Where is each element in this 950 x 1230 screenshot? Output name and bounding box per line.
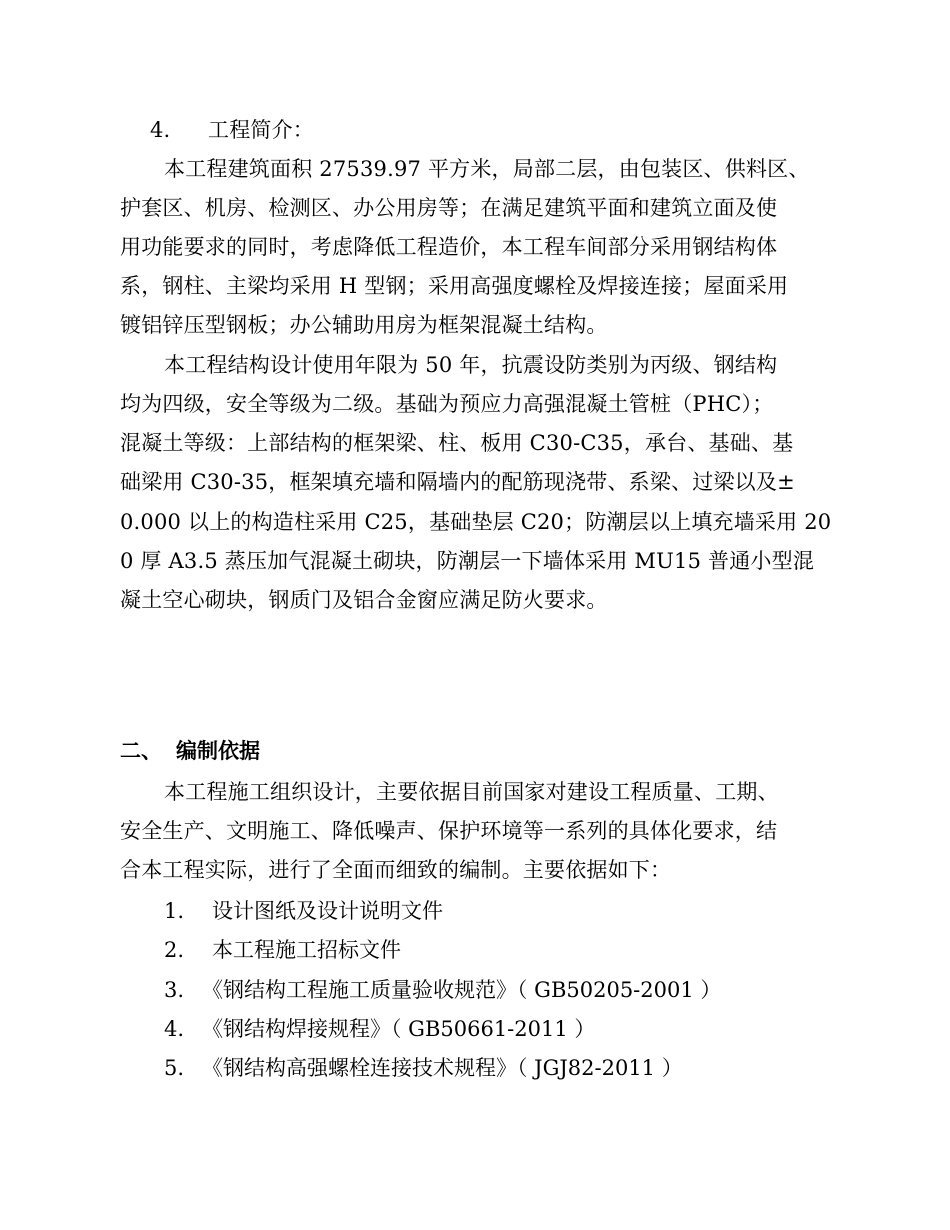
list-item [164, 1056, 683, 1080]
paragraph-line: 本工程建筑面积 27539.97 平方米，局部二层，由包装区、供料区、 [164, 157, 810, 181]
paragraph-line: 安全生产、文明施工、降低噪声、保护环境等一系列的具体化要求，结 [120, 819, 778, 843]
subsection-heading [150, 118, 314, 142]
list-item [164, 938, 401, 962]
list-item-number: 1. [164, 899, 185, 923]
list-item [164, 1017, 595, 1041]
paragraph-line: 均为四级，安全等级为二级。基础为预应力高强混凝土管桩（PHC）； [120, 392, 774, 416]
list-item-number: 5. [164, 1056, 185, 1080]
paragraph-line: 本工程施工组织设计，主要依据目前国家对建设工程质量、工期、 [164, 780, 779, 804]
subsection-number: 4. [150, 118, 171, 142]
paragraph-line: 护套区、机房、检测区、办公用房等；在满足建筑平面和建筑立面及使 [120, 196, 778, 220]
paragraph-line: 础梁用 C30-35，框架填充墙和隔墙内的配筋现浇带、系梁、过梁以及± [120, 470, 795, 494]
section-heading [120, 739, 260, 763]
paragraph-line: 0.000 以上的构造柱采用 C25，基础垫层 C20；防潮层以上填充墙采用 20 [120, 510, 832, 534]
list-item [164, 899, 443, 923]
list-item-text: 《钢结构工程施工质量验收规范》（ GB50205-2001 ） [202, 978, 722, 1002]
paragraph-line: 凝土空心砌块，钢质门及铝合金窗应满足防火要求。 [120, 588, 608, 612]
list-item-number: 4. [164, 1017, 185, 1041]
subsection-title: 工程简介： [208, 118, 314, 142]
paragraph-line: 混凝土等级：上部结构的框架梁、柱、板用 C30-C35，承台、基础、基 [120, 431, 794, 455]
section-number: 二、 [120, 739, 162, 763]
list-item-text: 设计图纸及设计说明文件 [212, 899, 443, 923]
list-item [164, 978, 721, 1002]
section-title: 编制依据 [176, 739, 260, 763]
paragraph-line: 合本工程实际，进行了全面而细致的编制。主要依据如下： [120, 858, 672, 882]
paragraph-line: 用功能要求的同时，考虑降低工程造价，本工程车间部分采用钢结构体 [120, 235, 778, 259]
list-item-number: 3. [164, 978, 185, 1002]
list-item-number: 2. [164, 938, 185, 962]
list-item-text: 本工程施工招标文件 [212, 938, 401, 962]
list-item-text: 《钢结构焊接规程》（ GB50661-2011 ） [202, 1017, 596, 1041]
list-item-text: 《钢结构高强螺栓连接技术规程》（ JGJ82-2011 ） [202, 1056, 683, 1080]
paragraph-line: 系，钢柱、主梁均采用 H 型钢；采用高强度螺栓及焊接连接；屋面采用 [120, 274, 789, 298]
paragraph-line: 镀铝锌压型钢板；办公辅助用房为框架混凝土结构。 [120, 313, 608, 337]
paragraph-line: 本工程结构设计使用年限为 50 年，抗震设防类别为丙级、钢结构 [164, 353, 778, 377]
paragraph-line: 0 厚 A3.5 蒸压加气混凝土砌块，防潮层一下墙体采用 MU15 普通小型混 [120, 549, 815, 573]
